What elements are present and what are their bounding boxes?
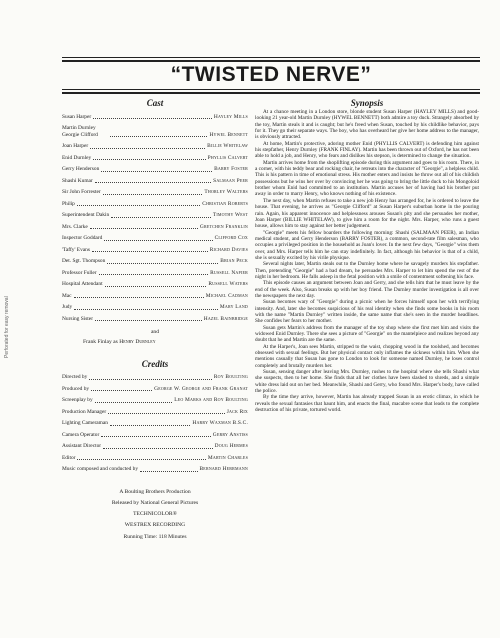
frank-finlay-credit	[62, 339, 248, 346]
cast-role: Susan Harper	[62, 113, 92, 120]
credit-name: Jack Rix	[226, 408, 248, 415]
cast-role: 'Taffy' Evans	[62, 246, 90, 253]
cast-leader-dots	[105, 286, 207, 287]
cast-name: Michael Cadman	[205, 292, 248, 299]
synopsis-paragraph: At home, Martin's protective, adoring mother Enid (PHYLLIS CALVERT) is defending him against his stepfather, Henry Durnley (FRANK FINLAY). Martin has been thrown out of Oxford, he has not been able to hold a job, and Henry, who fears and dislikes his stepson, is determined to change the situation.	[255, 140, 479, 160]
cast-name: Barry Foster	[214, 166, 248, 173]
cast-role: Mac	[62, 292, 72, 299]
credit-role: Produced by	[62, 385, 90, 392]
credit-role: Lighting Cameraman	[62, 420, 108, 427]
cast-leader-dots	[95, 182, 211, 183]
credit-name: Harry Waxman B.S.C.	[192, 420, 248, 427]
cast-row	[62, 304, 248, 311]
cast-leader-dots	[111, 217, 211, 218]
cast-role: Professor Fuller	[62, 269, 97, 276]
synopsis-text	[255, 109, 479, 414]
credit-row	[62, 443, 248, 450]
credit-role: Screenplay by	[62, 397, 93, 404]
cast-role: Shashi Kumar	[62, 177, 93, 184]
cast-name: Salmaan Peer	[213, 177, 248, 184]
credit-name: Martin Charles	[207, 454, 248, 461]
cast-leader-dots	[107, 263, 218, 264]
credits-list	[62, 374, 248, 473]
cast-heading: Cast	[146, 98, 164, 108]
cast-row	[62, 178, 248, 185]
cast-leader-dots	[90, 228, 198, 229]
cast-list	[62, 114, 248, 323]
cast-leader-dots	[74, 309, 218, 310]
production-company: A Boulting Brothers Production	[119, 488, 191, 495]
cast-leader-dots	[104, 240, 212, 241]
cast-and: and	[150, 328, 160, 335]
cast-leader-dots	[101, 171, 212, 172]
credit-leader-dots	[77, 459, 205, 460]
cast-role: Judy	[62, 304, 73, 311]
cast-name: Thorley Walters	[204, 189, 248, 196]
cast-name: Hayley Mills	[213, 113, 248, 120]
cast-leader-dots	[99, 274, 209, 275]
cast-leader-dots	[90, 148, 205, 149]
credit-name: Doug Hermes	[214, 443, 248, 450]
synopsis-paragraph: Several nights later, Martin steals out to the Durnley home where he savagely murders his stepfather. Then, pretending "Georgie" had a bad dream, he persuades Mrs. Harper to let him spend the rest of the night in her bedroom. He falls asleep in the fetal position with a smile of contentment softening his face.	[255, 261, 479, 280]
cast-leader-dots	[95, 320, 202, 321]
cast-row	[62, 201, 248, 208]
synopsis-heading: Synopsis	[350, 98, 384, 108]
westrex-recording: WESTREX RECORDING	[124, 522, 186, 529]
cast-leader-dots	[92, 251, 208, 252]
cast-leader-dots	[103, 194, 203, 195]
cast-row	[62, 247, 248, 254]
credit-role: Editor	[62, 454, 76, 461]
credit-name: George W. George and Frank Granat	[154, 385, 248, 392]
technicolor: TECHNICOLOR®	[133, 511, 177, 518]
cast-row	[62, 281, 248, 288]
film-title: “TWISTED NERVE”	[170, 63, 372, 86]
synopsis-paragraph: At the Harper's, Joan sees Martin, stripped to the waist, chopping wood in the toolshed, and becomes obsessed with sexual feelings. But her physical contact only inflames the sickness within him. When she mentions casually that Susan has gone to London to look for someone named Durnley, he loses control completely and brutally murders her.	[255, 343, 479, 369]
production-block	[62, 489, 248, 541]
cast-role: Hospital Attendant	[62, 281, 103, 288]
credit-row	[62, 409, 248, 416]
synopsis-paragraph: This episode causes an argument between Joan and Gerry, and she tells him that he must leave by the end of the week. Also, Susan breaks up with her boy friend. The Durnley murder investigation is all over the newspapers the next day.	[255, 280, 479, 299]
frank-finlay-character: Henry Durnley	[119, 338, 156, 345]
cast-name: Brian Peck	[220, 258, 248, 265]
credit-leader-dots	[108, 413, 225, 414]
cast-leader-dots	[77, 205, 200, 206]
cast-row	[62, 212, 248, 219]
cast-role: Joan Harper	[62, 143, 89, 150]
credit-role: Assistant Director	[62, 443, 102, 450]
cast-role: Gerry Henderson	[62, 166, 100, 173]
cast-row	[62, 166, 248, 173]
synopsis-paragraph: "Georgie" meets his fellow boarders the following morning: Shashi (SALMAAN PEER), an Indian medical student, and Gerry Henderson (BARRY FOSTER), a common, second-rate film salesman, who occupies a privileged position in the household as Joan's lover. In the next few days, "Georgie" wins them over, and Mrs. Harper tells him he can stay indefinitely. In fact, although his behavior is that of a child, she is sexually excited by his virile physique.	[255, 229, 479, 261]
cast-leader-dots	[110, 136, 207, 137]
credit-name: Gerry Anstiss	[212, 431, 248, 438]
running-time: Running Time: 118 Minutes	[123, 533, 187, 540]
cast-name: Christian Roberts	[202, 200, 248, 207]
cast-role: Superintendent Dakin	[62, 212, 110, 219]
cast-role: Nursing Sister	[62, 315, 93, 322]
cast-leader-dots	[74, 297, 204, 298]
credit-role: Music composed and conducted by	[62, 466, 139, 473]
cast-name: Phyllis Calvert	[207, 154, 248, 161]
synopsis-paragraph: By the time they arrive, however, Martin has already trapped Susan in an erotic climax, in which he reveals the sexual fantasies that haunt him, and enacts the final, macabre scene that leads to the complete destruction of his private, tortured world.	[255, 394, 479, 414]
cast-name: Clifford Cox	[214, 235, 248, 242]
cast-role: Mrs. Clarke	[62, 223, 88, 230]
right-column	[255, 97, 479, 414]
cast-name: Hywel Bennett	[209, 131, 248, 138]
credit-leader-dots	[89, 379, 212, 380]
left-column	[62, 97, 248, 541]
cast-name: Russell Napier	[210, 269, 248, 276]
synopsis-paragraph: Martin arrives home from the shoplifting episode during this argument and goes to his room. There, in a corner, with his teddy bear and rocking chair, he retreats into the character of "Georgie", a helpless child. This is his pattern in time of emotional stress. His mother enters and insists he throw out all of his childish possessions but he wins her over by convincing her he was going to bring the little duck to his Mongoloid brother whom Enid had committed to an institution. Martin accuses her of having had his brother put away in order to marry Henry, who knows nothing of his existence.	[255, 159, 479, 198]
cast-role: Sir John Forrester	[62, 189, 101, 196]
credit-role: Directed by	[62, 374, 88, 381]
cast-row	[62, 114, 248, 121]
credit-row	[62, 386, 248, 393]
credits-heading: Credits	[141, 358, 169, 369]
synopsis-paragraph: Susan becomes wary of "Georgie" during a picnic when he forces himself upon her with terrifying intensity. And, later she becomes suspicious of his real identity when she finds some books in his room with the name "Martin Durnley" written inside, the same name that she's seen in the murder headlines. She confides her fears to her mother.	[255, 299, 479, 325]
synopsis-paragraph: At a chance meeting in a London store, blonde student Susan Harper (HAYLEY MILLS) and good-looking 21 year-old Martin Durnley (HYWEL BENNETT) both admire a toy duck. Strangely absorbed by the toy, Martin steals it and is caught; but he's freed when Susan, touched by his childlike behavior, pays for it. They go their separate ways. The boy, who has overheard her give her home address to the manager, is obviously attracted.	[255, 109, 479, 141]
cast-name: Hazel Bainbridge	[203, 315, 248, 322]
cast-name: Richard Davies	[209, 246, 248, 253]
cast-leader-dots	[93, 159, 205, 160]
cast-row	[62, 155, 248, 162]
credit-leader-dots	[110, 425, 190, 426]
synopsis-paragraph: The next day, when Martin refuses to take a new job Henry has arranged for, he is ordered to leave the house. That evening, he arrives as "Georgie Clifford" at Susan Harper's suburban home in the pouring rain. Again, his apparent innocence and helplessness arouses Susan's pity and she persuades her mother, Joan Harper (BILLIE WHITELAW), to give him a room for the night. Mrs. Harper, who runs a guest house, allows him to stay against her better judgement.	[255, 197, 479, 230]
credit-leader-dots	[101, 436, 210, 437]
frank-finlay-role: Frank Finlay as	[83, 338, 118, 345]
synopsis-paragraph: Susan, sensing danger after leaving Mrs. Durnley, rushes to the hospital where she tells Shashi what she suspects, then to her home. She finds that all her clothes have been slashed to shreds, and a simple white dress laid out on her bed. Meanwhile, Shashi and Gerry, who found Mrs. Harper's body, have called the police.	[255, 369, 479, 395]
credit-row	[62, 397, 248, 404]
credit-leader-dots	[91, 390, 152, 391]
credit-leader-dots	[140, 471, 197, 472]
cast-role: Inspector Goddard	[62, 235, 103, 242]
credit-row	[62, 466, 248, 473]
cast-row	[62, 316, 248, 323]
cast-name: Timothy West	[212, 212, 248, 219]
cast-role: Martin Durnley Georgie Clifford	[62, 125, 98, 138]
cast-row	[62, 270, 248, 277]
cast-row	[62, 125, 248, 139]
bottom-rule-thin	[62, 89, 480, 90]
credit-role: Production Manager	[62, 408, 107, 415]
cast-role: Enid Durnley	[62, 154, 92, 161]
distributor: Released by National General Pictures	[111, 500, 199, 507]
credit-row	[62, 432, 248, 439]
cast-name: Gretchen Franklin	[199, 223, 248, 230]
cast-leader-dots	[93, 118, 212, 119]
perforation-note: Perforated for easy removal	[4, 296, 10, 358]
cast-name: Mary Land	[219, 304, 248, 311]
cast-row	[62, 235, 248, 242]
cast-role: Det. Sgt. Thompson	[62, 258, 106, 265]
credit-leader-dots	[95, 402, 173, 403]
cast-row	[62, 258, 248, 265]
credit-row	[62, 374, 248, 381]
bottom-rule-thick	[62, 92, 480, 94]
cast-row	[62, 224, 248, 231]
synopsis-paragraph: Susan gets Martin's address from the manager of the toy shop where she first met him and visits the widowed Enid Durnley. There she sees a picture of "Georgie" on the mantelpiece and realizes beyond any doubt that he and Martin are the same.	[255, 324, 479, 344]
cast-name: Russell Waters	[208, 281, 248, 288]
credit-name: Bernard Herrmann	[199, 466, 248, 473]
cast-name: Billie Whitelaw	[207, 143, 248, 150]
cast-row	[62, 293, 248, 300]
top-rule-thin	[62, 57, 480, 58]
credit-role: Camera Operator	[62, 431, 100, 438]
credit-row	[62, 455, 248, 462]
cast-row	[62, 143, 248, 150]
credit-row	[62, 420, 248, 427]
cast-role: Philip	[62, 200, 75, 207]
credit-leader-dots	[103, 448, 213, 449]
cast-row	[62, 189, 248, 196]
credit-name: Roy Boulting	[213, 374, 248, 381]
credit-name: Leo Marks and Roy Boulting	[174, 397, 248, 404]
